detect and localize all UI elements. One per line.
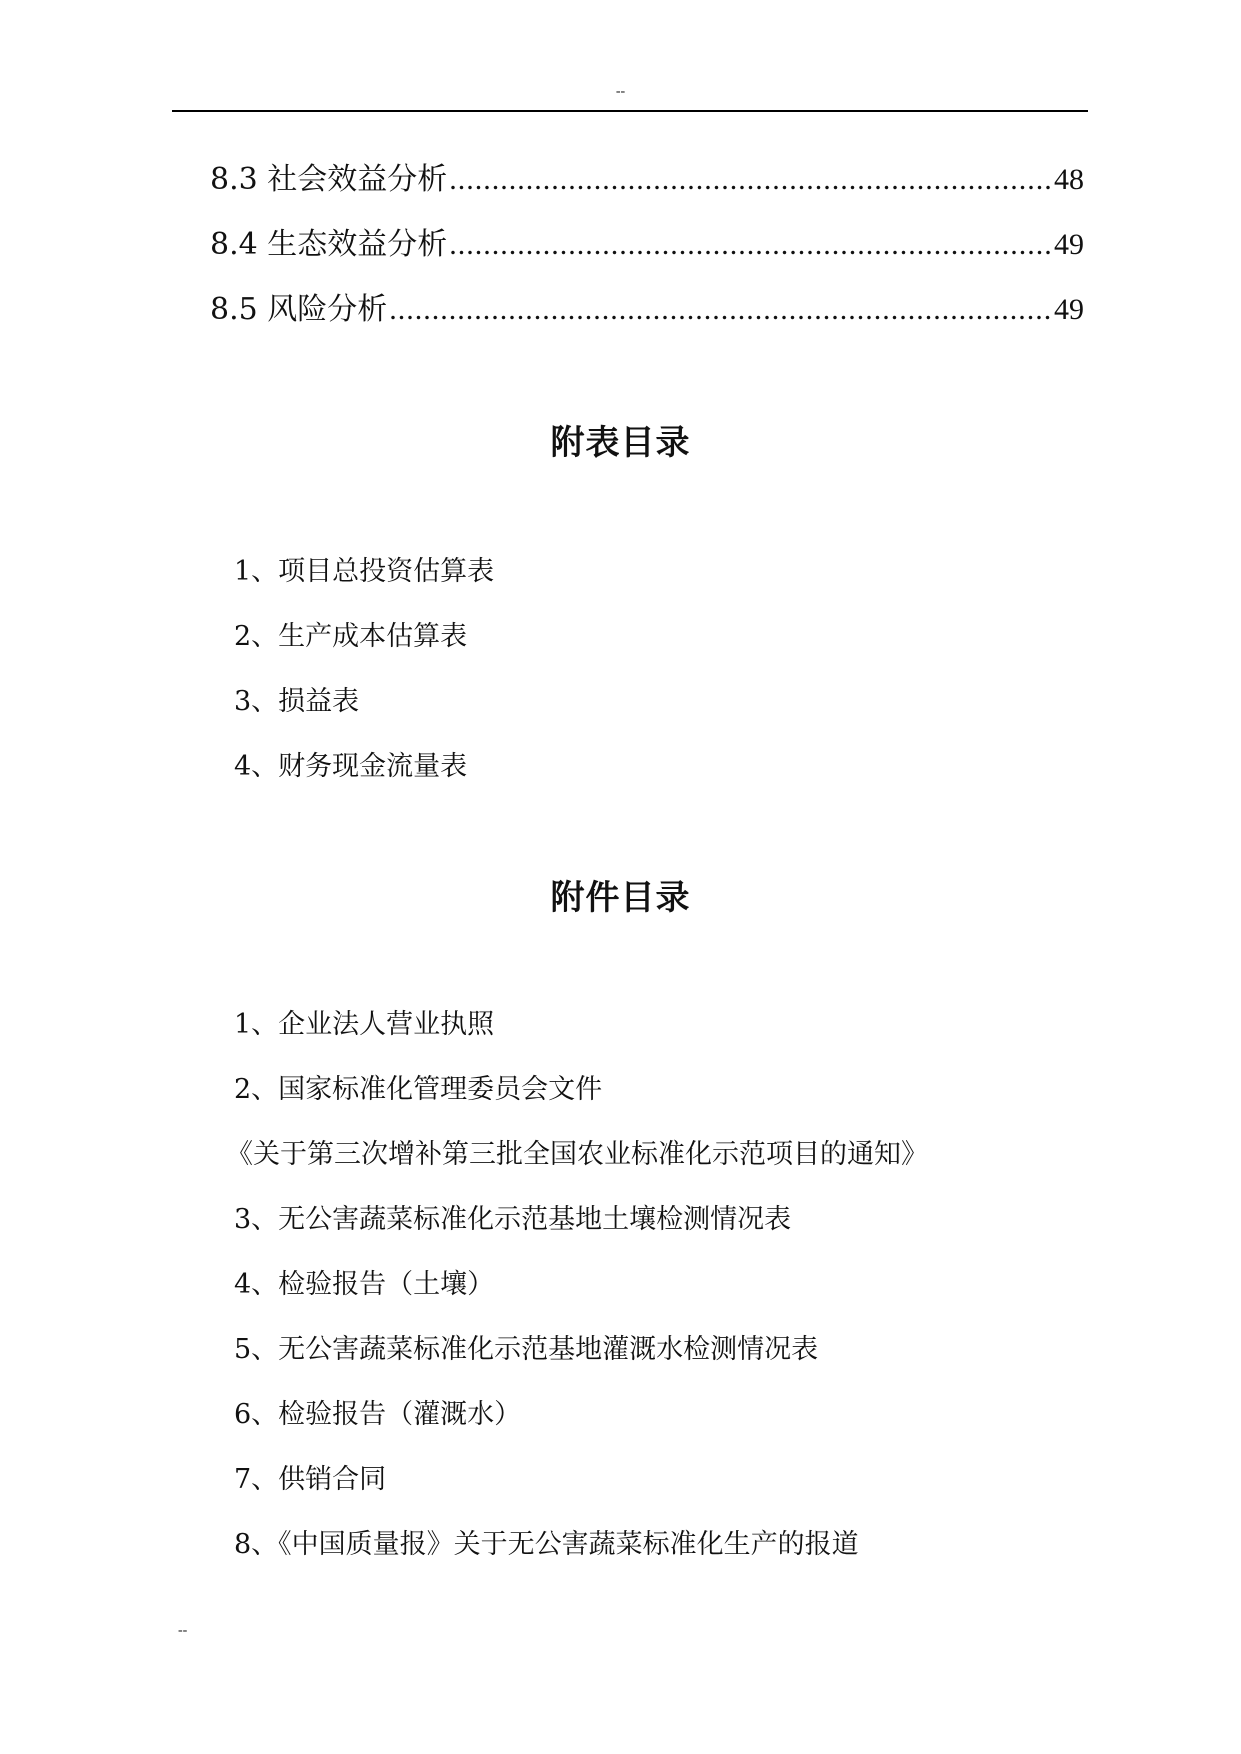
list-item: 7、供销合同 (234, 1464, 387, 1495)
list-item: 4、检验报告（土壤） (234, 1269, 495, 1300)
table-of-contents (210, 158, 1084, 353)
list-item: 1、项目总投资估算表 (234, 556, 495, 587)
attachments-list (226, 1008, 1074, 1593)
list-item: 《关于第三次增补第三批全国农业标准化示范项目的通知》 (226, 1139, 928, 1170)
list-item: 5、无公害蔬菜标准化示范基地灌溉水检测情况表 (234, 1334, 819, 1365)
toc-entry (210, 223, 1084, 288)
toc-entry-page: 48 (1054, 163, 1084, 196)
attached-tables-list (234, 555, 1074, 815)
toc-entry-page: 49 (1054, 228, 1084, 261)
toc-leader-dots (389, 288, 1052, 332)
list-item: 4、财务现金流量表 (234, 751, 468, 782)
toc-entry-label: 8.3 社会效益分析 (210, 162, 448, 197)
toc-entry (210, 288, 1084, 353)
toc-entry-page: 49 (1054, 293, 1084, 326)
list-item: 2、国家标准化管理委员会文件 (234, 1074, 603, 1105)
header-mark: -- (615, 84, 626, 99)
list-item: 2、生产成本估算表 (234, 621, 468, 652)
header-rule (172, 110, 1088, 112)
footer-mark: -- (178, 1623, 188, 1638)
list-item: 6、检验报告（灌溉水） (234, 1399, 522, 1430)
toc-entry (210, 158, 1084, 223)
list-item: 3、损益表 (234, 686, 360, 717)
toc-leader-dots (449, 223, 1052, 267)
list-item: 1、企业法人营业执照 (234, 1009, 495, 1040)
attachments-title: 附件目录 (550, 878, 691, 918)
toc-entry-label: 8.5 风险分析 (210, 292, 388, 327)
toc-leader-dots (449, 158, 1052, 202)
list-item: 8、《中国质量报》关于无公害蔬菜标准化生产的报道 (234, 1529, 859, 1560)
list-item: 3、无公害蔬菜标准化示范基地土壤检测情况表 (234, 1204, 792, 1235)
attached-tables-title: 附表目录 (550, 423, 691, 463)
toc-entry-label: 8.4 生态效益分析 (210, 227, 448, 262)
